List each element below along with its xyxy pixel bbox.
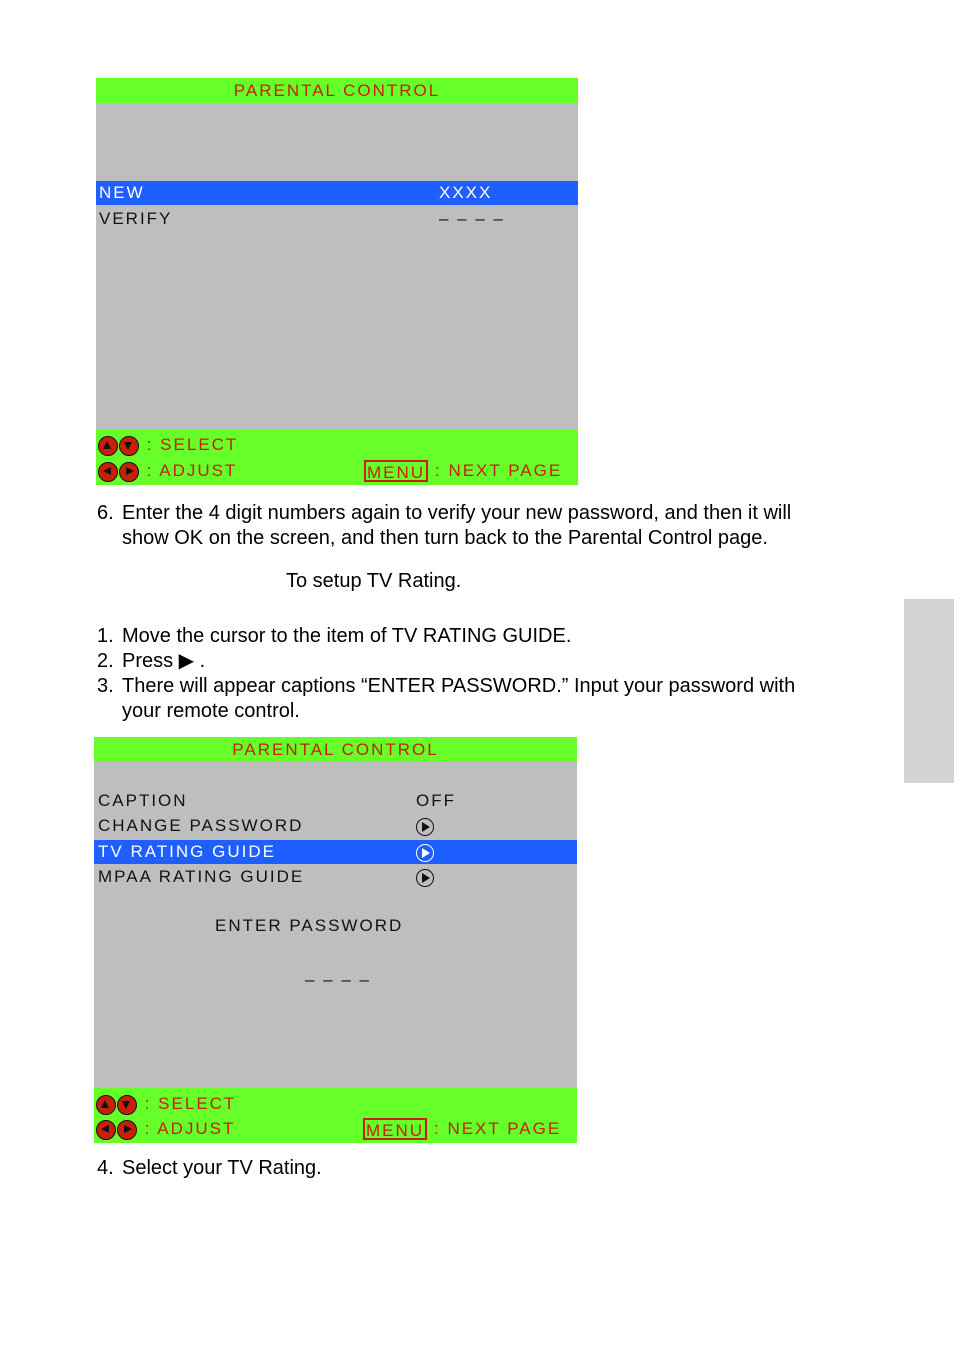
tv-rating-intro: To setup TV Rating. bbox=[286, 570, 462, 592]
select-label: : SELECT bbox=[144, 1094, 237, 1113]
step-number: 2. bbox=[97, 650, 114, 672]
right-arrow-icon bbox=[117, 1120, 137, 1140]
up-arrow-icon bbox=[98, 436, 118, 456]
osd-footer bbox=[96, 430, 578, 485]
play-circle-icon bbox=[416, 869, 434, 887]
footer-select bbox=[98, 433, 238, 457]
step-number: 1. bbox=[97, 625, 114, 647]
menu-row-value: XXXX bbox=[439, 183, 493, 202]
down-arrow-icon bbox=[119, 436, 139, 456]
menu-row-value: – – – – bbox=[439, 209, 505, 228]
footer-adjust bbox=[98, 459, 237, 483]
step-text-line2: your remote control. bbox=[122, 700, 300, 722]
step-text: Select your TV Rating. bbox=[122, 1157, 322, 1179]
down-arrow-icon bbox=[117, 1095, 137, 1115]
step-number: 6. bbox=[97, 502, 114, 524]
step-text: Move the cursor to the item of TV RATING GUIDE. bbox=[122, 625, 572, 647]
adjust-label: : ADJUST bbox=[144, 1119, 236, 1138]
step-3 bbox=[97, 674, 887, 726]
step-number: 4. bbox=[97, 1157, 114, 1179]
menu-row-label: TV RATING GUIDE bbox=[98, 842, 276, 861]
menu-row-arrow bbox=[416, 840, 434, 864]
menu-row-value: OFF bbox=[416, 791, 456, 810]
menu-button[interactable]: MENU bbox=[363, 1118, 427, 1140]
step-text-line1: There will appear captions “ENTER PASSWORD.” Input your password with bbox=[122, 675, 796, 697]
menu-row-mpaa-rating-guide[interactable] bbox=[94, 865, 577, 889]
osd-parental-control-new-password bbox=[96, 78, 578, 485]
step-text: Press ▶ . bbox=[122, 650, 206, 672]
step-text-line2: show OK on the screen, and then turn back to the Parental Control page. bbox=[122, 527, 768, 549]
next-page-label: : NEXT PAGE bbox=[434, 1119, 562, 1138]
menu-row-label: VERIFY bbox=[99, 209, 173, 228]
menu-row-caption[interactable] bbox=[94, 789, 577, 813]
footer-adjust bbox=[96, 1117, 235, 1141]
menu-button[interactable]: MENU bbox=[364, 460, 428, 482]
menu-row-change-password[interactable] bbox=[94, 814, 577, 838]
osd-footer bbox=[94, 1088, 577, 1143]
osd-title: PARENTAL CONTROL bbox=[94, 737, 577, 762]
next-page-label: : NEXT PAGE bbox=[435, 461, 563, 480]
osd-title: PARENTAL CONTROL bbox=[96, 78, 578, 103]
left-arrow-icon bbox=[96, 1120, 116, 1140]
menu-row-new[interactable] bbox=[96, 181, 578, 205]
menu-row-label: NEW bbox=[99, 183, 145, 202]
step-6 bbox=[97, 501, 887, 553]
footer-select bbox=[96, 1092, 236, 1116]
menu-row-label: MPAA RATING GUIDE bbox=[98, 867, 305, 886]
play-circle-icon bbox=[416, 844, 434, 862]
step-text-line1: Enter the 4 digit numbers again to verify your new password, and then it will bbox=[122, 502, 792, 524]
step-4 bbox=[97, 1156, 887, 1181]
adjust-label: : ADJUST bbox=[146, 461, 238, 480]
play-circle-icon bbox=[416, 818, 434, 836]
menu-row-label: CAPTION bbox=[98, 791, 188, 810]
side-tab-marker bbox=[904, 599, 954, 783]
right-arrow-icon bbox=[119, 462, 139, 482]
menu-row-label: CHANGE PASSWORD bbox=[98, 816, 304, 835]
step-1 bbox=[97, 624, 887, 649]
up-arrow-icon bbox=[96, 1095, 116, 1115]
password-input[interactable]: – – – – bbox=[305, 970, 371, 989]
osd-parental-control-enter-password bbox=[94, 737, 577, 1143]
menu-row-tv-rating-guide[interactable] bbox=[94, 840, 577, 864]
left-arrow-icon bbox=[98, 462, 118, 482]
step-2 bbox=[97, 649, 887, 674]
menu-row-arrow bbox=[416, 865, 434, 889]
menu-row-verify[interactable] bbox=[96, 207, 578, 231]
step-number: 3. bbox=[97, 675, 114, 697]
enter-password-caption: ENTER PASSWORD bbox=[215, 916, 404, 935]
select-label: : SELECT bbox=[146, 435, 239, 454]
menu-row-arrow bbox=[416, 814, 434, 838]
